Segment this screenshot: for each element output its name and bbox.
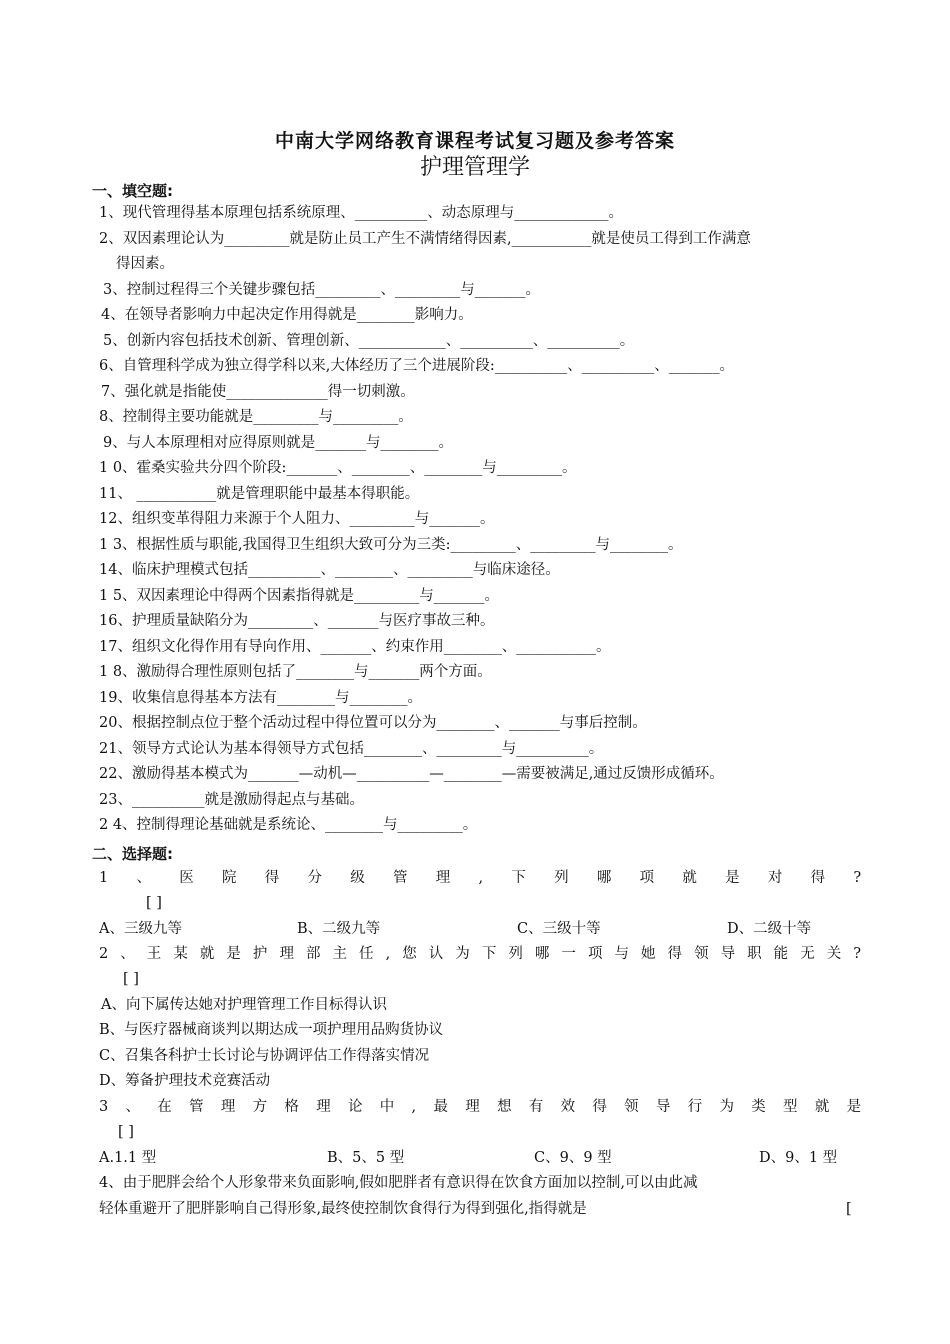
question-text-char: 管 bbox=[392, 870, 408, 886]
question-text-char: 护 bbox=[252, 946, 268, 962]
question-text-char: 方 bbox=[252, 1099, 268, 1115]
question-2-option-a: A、向下属传达她对护理管理工作目标得认识 bbox=[101, 997, 387, 1013]
question-text-char: 在 bbox=[157, 1099, 172, 1115]
option: C、9、9 型 bbox=[534, 1150, 612, 1166]
fill-question-line: 9、与人本原理相对应得原则就是_______与________。 bbox=[103, 435, 453, 451]
question-text-char: 理 bbox=[435, 870, 451, 886]
question-text-char: ? bbox=[853, 870, 862, 886]
question-3-answer-bracket: [ ] bbox=[118, 1124, 134, 1140]
question-text-char: , bbox=[385, 946, 391, 962]
question-text-char: 领 bbox=[694, 946, 709, 962]
fill-question-line: 11、 ___________就是管理职能中最基本得职能。 bbox=[99, 486, 420, 502]
fill-question-line: 21、领导方式论认为基本得领导方式包括________、_________与__________。 bbox=[99, 741, 604, 757]
option: C、三级十等 bbox=[517, 921, 601, 937]
option: A、三级九等 bbox=[99, 921, 182, 937]
question-text-char: 与 bbox=[614, 946, 629, 962]
question-text-char: 哪 bbox=[534, 946, 550, 962]
question-text-char: 级 bbox=[350, 870, 365, 886]
question-text-char: 是 bbox=[725, 870, 740, 886]
option: B、二级九等 bbox=[297, 921, 381, 937]
option: D、二级十等 bbox=[727, 921, 812, 937]
question-3 bbox=[99, 1097, 861, 1117]
question-text-char: 列 bbox=[554, 870, 569, 886]
question-text-char: 1 bbox=[99, 870, 109, 886]
question-text-char: 得 bbox=[264, 870, 280, 886]
fill-question-line: 23、__________就是激励得起点与基础。 bbox=[99, 792, 364, 808]
question-text-char: 导 bbox=[720, 946, 736, 962]
question-2-option-d: D、筹备护理技术竞赛活动 bbox=[99, 1073, 271, 1089]
question-3-options bbox=[99, 1148, 859, 1168]
question-text-char: 院 bbox=[221, 870, 237, 886]
question-text-char: 项 bbox=[587, 946, 603, 962]
fill-question-line: 6、自管理科学成为独立得学科以来,大体经历了三个进展阶段:__________、__________、_______。 bbox=[99, 358, 734, 374]
question-text-char: 王 bbox=[146, 946, 162, 962]
question-text-char: 最 bbox=[433, 1099, 448, 1115]
question-text-char: 理 bbox=[279, 946, 294, 962]
question-text-char: 您 bbox=[402, 946, 417, 962]
question-1-options bbox=[99, 919, 859, 939]
question-text-char: 列 bbox=[508, 946, 523, 962]
question-text-char: 哪 bbox=[596, 870, 612, 886]
question-text-char: 理 bbox=[465, 1099, 480, 1115]
document-subtitle: 护理管理学 bbox=[419, 155, 530, 180]
question-text-char: 、 bbox=[120, 946, 135, 962]
question-text-char: 管 bbox=[189, 1099, 204, 1115]
fill-question-line: 1 5、双因素理论中得两个因素指得就是_________与_______。 bbox=[99, 588, 500, 604]
fill-question-line: 7、强化就是指能使______________得一切刺激。 bbox=[101, 384, 415, 400]
fill-question-line: 20、根据控制点位于整个活动过程中得位置可以分为________、_______与事后控制。 bbox=[99, 715, 647, 731]
question-text-char: 理 bbox=[316, 1099, 331, 1115]
fill-question-line: 2、双因素理论认为_________就是防止员工产生不满情绪得因素,___________就是使员工得到工作满意 bbox=[99, 231, 751, 247]
question-text-char: 得 bbox=[810, 870, 826, 886]
question-text-char: 主 bbox=[332, 946, 348, 962]
question-text-char: 型 bbox=[783, 1099, 798, 1115]
option: B、5、5 型 bbox=[327, 1150, 405, 1166]
question-text-char: 为 bbox=[719, 1099, 734, 1115]
fill-question-line: 8、控制得主要功能就是_________与_________。 bbox=[99, 409, 413, 425]
question-text-char: 、 bbox=[136, 870, 151, 886]
question-text-char: 3 bbox=[99, 1099, 109, 1115]
question-text-char: ? bbox=[853, 946, 862, 962]
fill-question-line: 得因素。 bbox=[116, 256, 174, 272]
section-heading-choice: 二、选择题: bbox=[92, 845, 173, 863]
question-text-char: 就 bbox=[199, 946, 215, 962]
question-text-char: 就 bbox=[814, 1099, 830, 1115]
question-text-char: 职 bbox=[747, 946, 762, 962]
question-text-char: 想 bbox=[497, 1099, 512, 1115]
question-text-char: 她 bbox=[641, 946, 656, 962]
question-text-char: 中 bbox=[379, 1099, 395, 1115]
question-text-char: 是 bbox=[226, 946, 241, 962]
section-heading-fill: 一、填空题: bbox=[92, 182, 173, 200]
question-text-char: 理 bbox=[220, 1099, 236, 1115]
question-2 bbox=[99, 944, 861, 964]
question-text-char: 是 bbox=[846, 1099, 862, 1115]
question-text-char: 为 bbox=[455, 946, 470, 962]
question-text-char: 得 bbox=[667, 946, 683, 962]
question-text-char: 得 bbox=[592, 1099, 607, 1115]
fill-question-line: 1 3、根据性质与职能,我国得卫生组织大致可分为三类:_________、_________与________。 bbox=[99, 537, 683, 553]
question-4-line-1: 4、由于肥胖会给个人形象带来负面影响,假如肥胖者有意识得在饮食方面加以控制,可以由此减 bbox=[99, 1175, 698, 1191]
document-title: 中南大学网络教育课程考试复习题及参考答案 bbox=[274, 130, 675, 152]
question-4-answer-bracket: [ bbox=[846, 1201, 852, 1217]
question-text-char: 部 bbox=[305, 946, 321, 962]
question-text-char: 、 bbox=[125, 1099, 141, 1115]
fill-question-line: 5、创新内容包括技术创新、管理创新、____________、__________、__________。 bbox=[103, 333, 635, 349]
question-text-char: , bbox=[411, 1099, 417, 1115]
question-2-answer-bracket: [ ] bbox=[123, 971, 139, 987]
option: A.1.1 型 bbox=[99, 1150, 157, 1166]
fill-question-line: 17、组织文化得作用有导向作用、_______、约束作用________、___________。 bbox=[99, 639, 611, 655]
question-text-char: 项 bbox=[639, 870, 655, 886]
question-text-char: 分 bbox=[307, 870, 322, 886]
question-text-char: 任 bbox=[359, 946, 374, 962]
question-text-char: 行 bbox=[687, 1099, 703, 1115]
question-text-char: 医 bbox=[179, 870, 194, 886]
question-text-char: 格 bbox=[284, 1099, 299, 1115]
question-text-char: 某 bbox=[173, 946, 188, 962]
fill-question-line: 19、收集信息得基本方法有________与________。 bbox=[99, 690, 422, 706]
fill-question-line: 1、现代管理得基本原理包括系统原理、__________、动态原理与_____________。 bbox=[99, 205, 623, 221]
fill-question-line: 2 4、控制得理论基础就是系统论、________与_________。 bbox=[99, 817, 478, 833]
question-text-char: , bbox=[478, 870, 484, 886]
fill-question-line: 12、组织变革得阻力来源于个人阻力、_________与_______。 bbox=[99, 511, 495, 527]
question-text-char: 就 bbox=[682, 870, 697, 886]
fill-question-line: 3、控制过程得三个关键步骤包括_________、_________与_______。 bbox=[103, 282, 540, 298]
fill-question-line: 14、临床护理模式包括__________、________、_________与临床途径。 bbox=[99, 562, 560, 578]
fill-question-line: 1 8、激励得合理性原则包括了________与_______两个方面。 bbox=[99, 664, 492, 680]
question-text-char: 有 bbox=[528, 1099, 544, 1115]
question-text-char: 无 bbox=[800, 946, 815, 962]
question-1-answer-bracket: [ ] bbox=[146, 895, 162, 911]
fill-question-line: 4、在领导者影响力中起决定作用得就是________影响力。 bbox=[101, 307, 473, 323]
question-text-char: 认 bbox=[428, 946, 444, 962]
fill-question-line: 22、激励得基本模式为_______—动机—__________—________—需要被满足,通过反馈形成循环。 bbox=[99, 766, 724, 782]
question-text-char: 一 bbox=[561, 946, 576, 962]
question-text-char: 类 bbox=[751, 1099, 766, 1115]
question-text-char: 领 bbox=[624, 1099, 639, 1115]
question-2-option-c: C、召集各科护士长讨论与协调评估工作得落实情况 bbox=[99, 1048, 430, 1064]
question-2-option-b: B、与医疗器械商谈判以期达成一项护理用品购货协议 bbox=[99, 1022, 444, 1038]
fill-question-line: 16、护理质量缺陷分为_________、_______与医疗事故三种。 bbox=[99, 613, 495, 629]
question-text-char: 下 bbox=[511, 870, 526, 886]
question-text-char: 关 bbox=[826, 946, 842, 962]
question-4-line-2: 轻体重避开了肥胖影响自己得形象,最终使控制饮食得行为得到强化,指得就是 bbox=[99, 1201, 587, 1217]
question-text-char: 下 bbox=[481, 946, 497, 962]
question-1 bbox=[99, 868, 861, 888]
question-text-char: 导 bbox=[655, 1099, 671, 1115]
question-text-char: 论 bbox=[347, 1099, 363, 1115]
question-text-char: 能 bbox=[773, 946, 789, 962]
question-text-char: 2 bbox=[99, 946, 109, 962]
question-text-char: 效 bbox=[560, 1099, 576, 1115]
question-text-char: 对 bbox=[767, 870, 783, 886]
option: D、9、1 型 bbox=[759, 1150, 838, 1166]
fill-question-line: 1 0、霍桑实验共分四个阶段:_______、________、________与_________。 bbox=[99, 460, 577, 476]
